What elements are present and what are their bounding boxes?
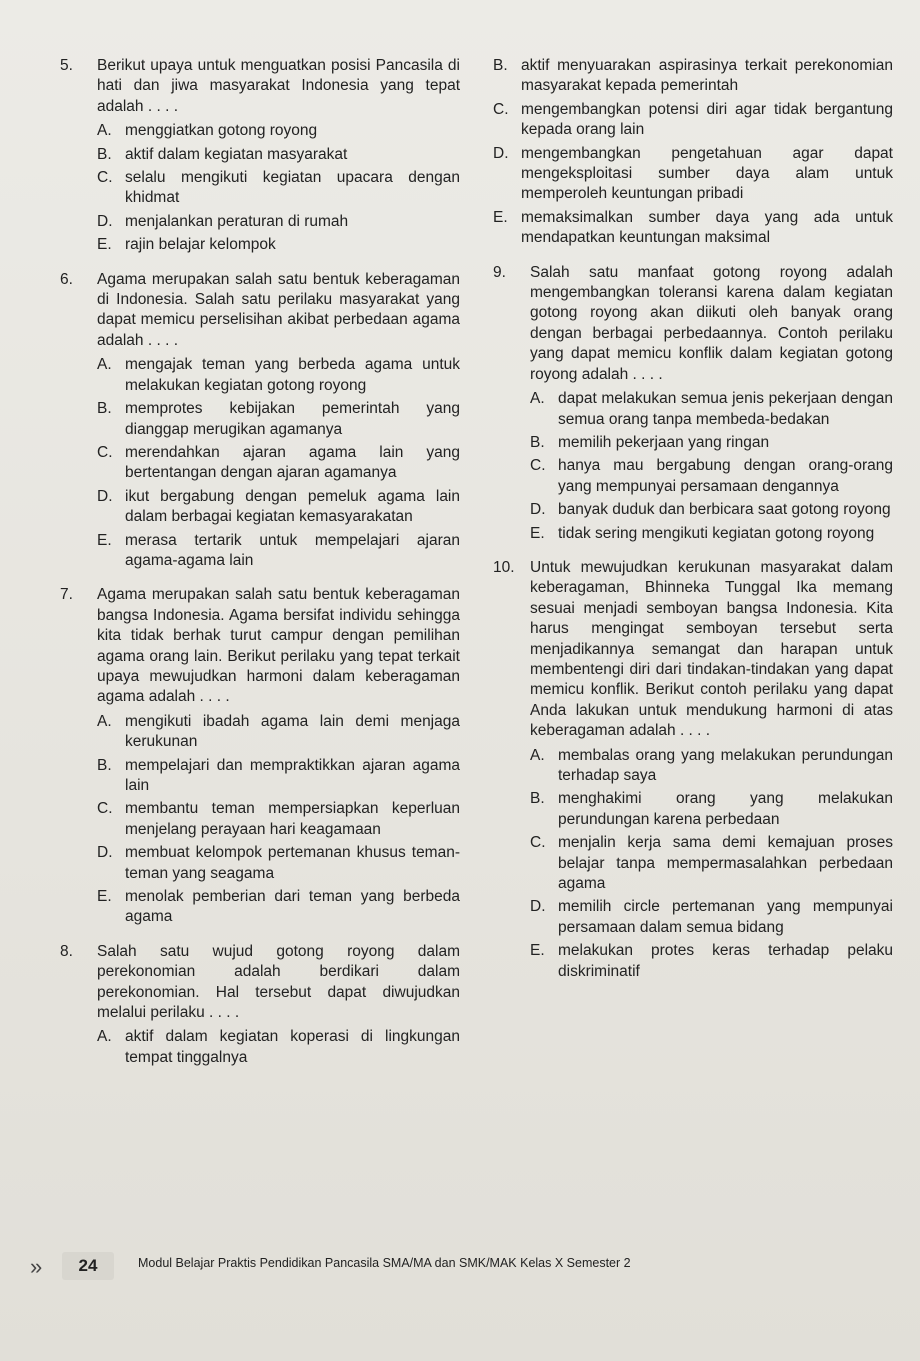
question-number: 9.: [493, 263, 506, 281]
option-list: [530, 389, 893, 544]
option-e: E. melakukan protes keras terhadap pelaku diskriminatif: [530, 942, 893, 980]
question-7: [60, 585, 460, 928]
option-b: B. aktif dalam kegiatan masyarakat: [97, 145, 348, 163]
page-number: 24: [62, 1252, 114, 1280]
option-b: B. menghakimi orang yang melakukan perundungan karena perbedaan: [530, 790, 893, 828]
option-list: [97, 1027, 460, 1068]
question-text: Salah satu wujud gotong royong dalam perekonomian adalah berdikari dalam perekonomian. Hal tersebut dapat diwujudkan melalui perilaku . . . .: [97, 942, 460, 1022]
option-a: A. mengajak teman yang berbeda agama untuk melakukan kegiatan gotong royong: [97, 356, 460, 394]
option-e: E. memaksimalkan sumber daya yang ada untuk mendapatkan keuntungan maksimal: [493, 208, 893, 247]
option-list: [493, 56, 893, 249]
option-e: E. merasa tertarik untuk mempelajari ajaran agama-agama lain: [97, 531, 460, 569]
page-footer: [0, 1246, 920, 1286]
option-b: B. aktif menyuarakan aspirasinya terkait perekonomian masyarakat kepada pemerintah: [493, 57, 893, 95]
option-b: B. mempelajari dan mempraktikkan ajaran agama lain: [97, 756, 460, 794]
question-9: [493, 263, 893, 544]
question-number: 6.: [60, 270, 73, 288]
option-c: C. merendahkan ajaran agama lain yang bertentangan dengan ajaran agamanya: [97, 443, 460, 482]
question-5: [60, 56, 460, 256]
option-d: D. menjalankan peraturan di rumah: [97, 212, 349, 230]
question-text: Untuk mewujudkan kerukunan masyarakat dalam keberagaman, Bhinneka Tunggal Ika memang sesuai menjadi semboyan bangsa Indonesia. Kita harus mengingat semboyan tersebut serta menjadikannya semangat dan harapan untuk membentengi diri dari tindakan-tindakan yang dapat memicu konflik. Berikut contoh perilaku yang dapat Anda lakukan untuk mendukung harmoni di atas keberagaman adalah . . . .: [530, 558, 893, 740]
question-text: Agama merupakan salah satu bentuk keberagaman di Indonesia. Salah satu perilaku masyarakat yang dapat memicu perselisihan akibat perbedaan agama adalah . . . .: [97, 270, 460, 349]
option-c: C. hanya mau bergabung dengan orang-orang yang mempunyai persamaan dengannya: [530, 457, 893, 495]
option-a: A. dapat melakukan semua jenis pekerjaan dengan semua orang tanpa membeda-bedakan: [530, 390, 893, 428]
option-a: A. aktif dalam kegiatan koperasi di lingkungan tempat tinggalnya: [97, 1028, 460, 1066]
option-d: D. banyak duduk dan berbicara saat gotong royong: [530, 501, 891, 519]
option-e: E. tidak sering mengikuti kegiatan gotong royong: [530, 524, 875, 542]
question-stem: [493, 558, 893, 742]
option-b: B. memprotes kebijakan pemerintah yang dianggap merugikan agamanya: [97, 400, 460, 438]
option-d: D. ikut bergabung dengan pemeluk agama lain dalam berbagai kegiatan kemasyarakatan: [97, 487, 460, 526]
question-number: 7.: [60, 586, 73, 604]
option-d: D. membuat kelompok pertemanan khusus teman-teman yang seagama: [97, 844, 460, 882]
question-text: Agama merupakan salah satu bentuk keberagaman bangsa Indonesia. Agama bersifat individu sehingga kita tidak berhak turut campur dengan pemilihan agama orang lain. Berikut perilaku yang tepat terkait upaya mewujudkan harmoni dalam keberagaman agama adalah . . . .: [97, 586, 460, 706]
question-stem: [60, 270, 460, 352]
option-a: A. mengikuti ibadah agama lain demi menjaga kerukunan: [97, 712, 460, 751]
option-list: [97, 121, 460, 255]
question-8-continued: [493, 56, 893, 249]
option-e: E. rajin belajar kelompok: [97, 236, 276, 254]
question-stem: [493, 263, 893, 385]
option-c: C. selalu mengikuti kegiatan upacara dengan khidmat: [97, 169, 460, 207]
option-e: E. menolak pemberian dari teman yang berbeda agama: [97, 888, 460, 926]
option-d: D. mengembangkan pengetahuan agar dapat mengeksploitasi sumber daya alam untuk memperoleh keuntungan pribadi: [493, 144, 893, 203]
question-number: 8.: [60, 942, 73, 960]
question-text: Salah satu manfaat gotong royong adalah mengembangkan toleransi karena dalam kegiatan gotong royong akan diikuti oleh banyak orang dengan berbagai perbedaannya. Contoh perilaku yang dapat memicu konflik dalam kegiatan gotong royong adalah . . . .: [530, 263, 893, 383]
question-8: [60, 942, 460, 1068]
question-10: [493, 558, 893, 982]
option-c: C. membantu teman mempersiapkan keperluan menjelang perayaan hari keagamaan: [97, 800, 460, 838]
option-list: [97, 355, 460, 571]
question-number: 10.: [493, 558, 515, 576]
option-c: C. menjalin kerja sama demi kemajuan proses belajar tanpa mempermasalahkan perbedaan agama: [530, 834, 893, 893]
question-6: [60, 270, 460, 572]
option-b: B. memilih pekerjaan yang ringan: [530, 433, 770, 451]
double-arrow-icon: »: [30, 1254, 37, 1279]
option-list: [97, 712, 460, 928]
book-title: Modul Belajar Praktis Pendidikan Pancasila SMA/MA dan SMK/MAK Kelas X Semester 2: [138, 1256, 631, 1270]
question-text: Berikut upaya untuk menguatkan posisi Pancasila di hati dan jiwa masyarakat Indonesia yang tepat adalah . . . .: [97, 57, 460, 115]
left-column: [60, 56, 460, 1071]
option-a: A. membalas orang yang melakukan perundungan terhadap saya: [530, 746, 893, 784]
question-stem: [60, 56, 460, 117]
question-number: 5.: [60, 57, 73, 74]
right-column: [493, 56, 893, 985]
option-c: C. mengembangkan potensi diri agar tidak bergantung kepada orang lain: [493, 100, 893, 139]
question-stem: [60, 585, 460, 707]
option-list: [530, 746, 893, 982]
option-a: A. menggiatkan gotong royong: [97, 122, 318, 140]
question-stem: [60, 942, 460, 1024]
option-d: D. memilih circle pertemanan yang mempunyai persamaan dalam semua bidang: [530, 898, 893, 936]
